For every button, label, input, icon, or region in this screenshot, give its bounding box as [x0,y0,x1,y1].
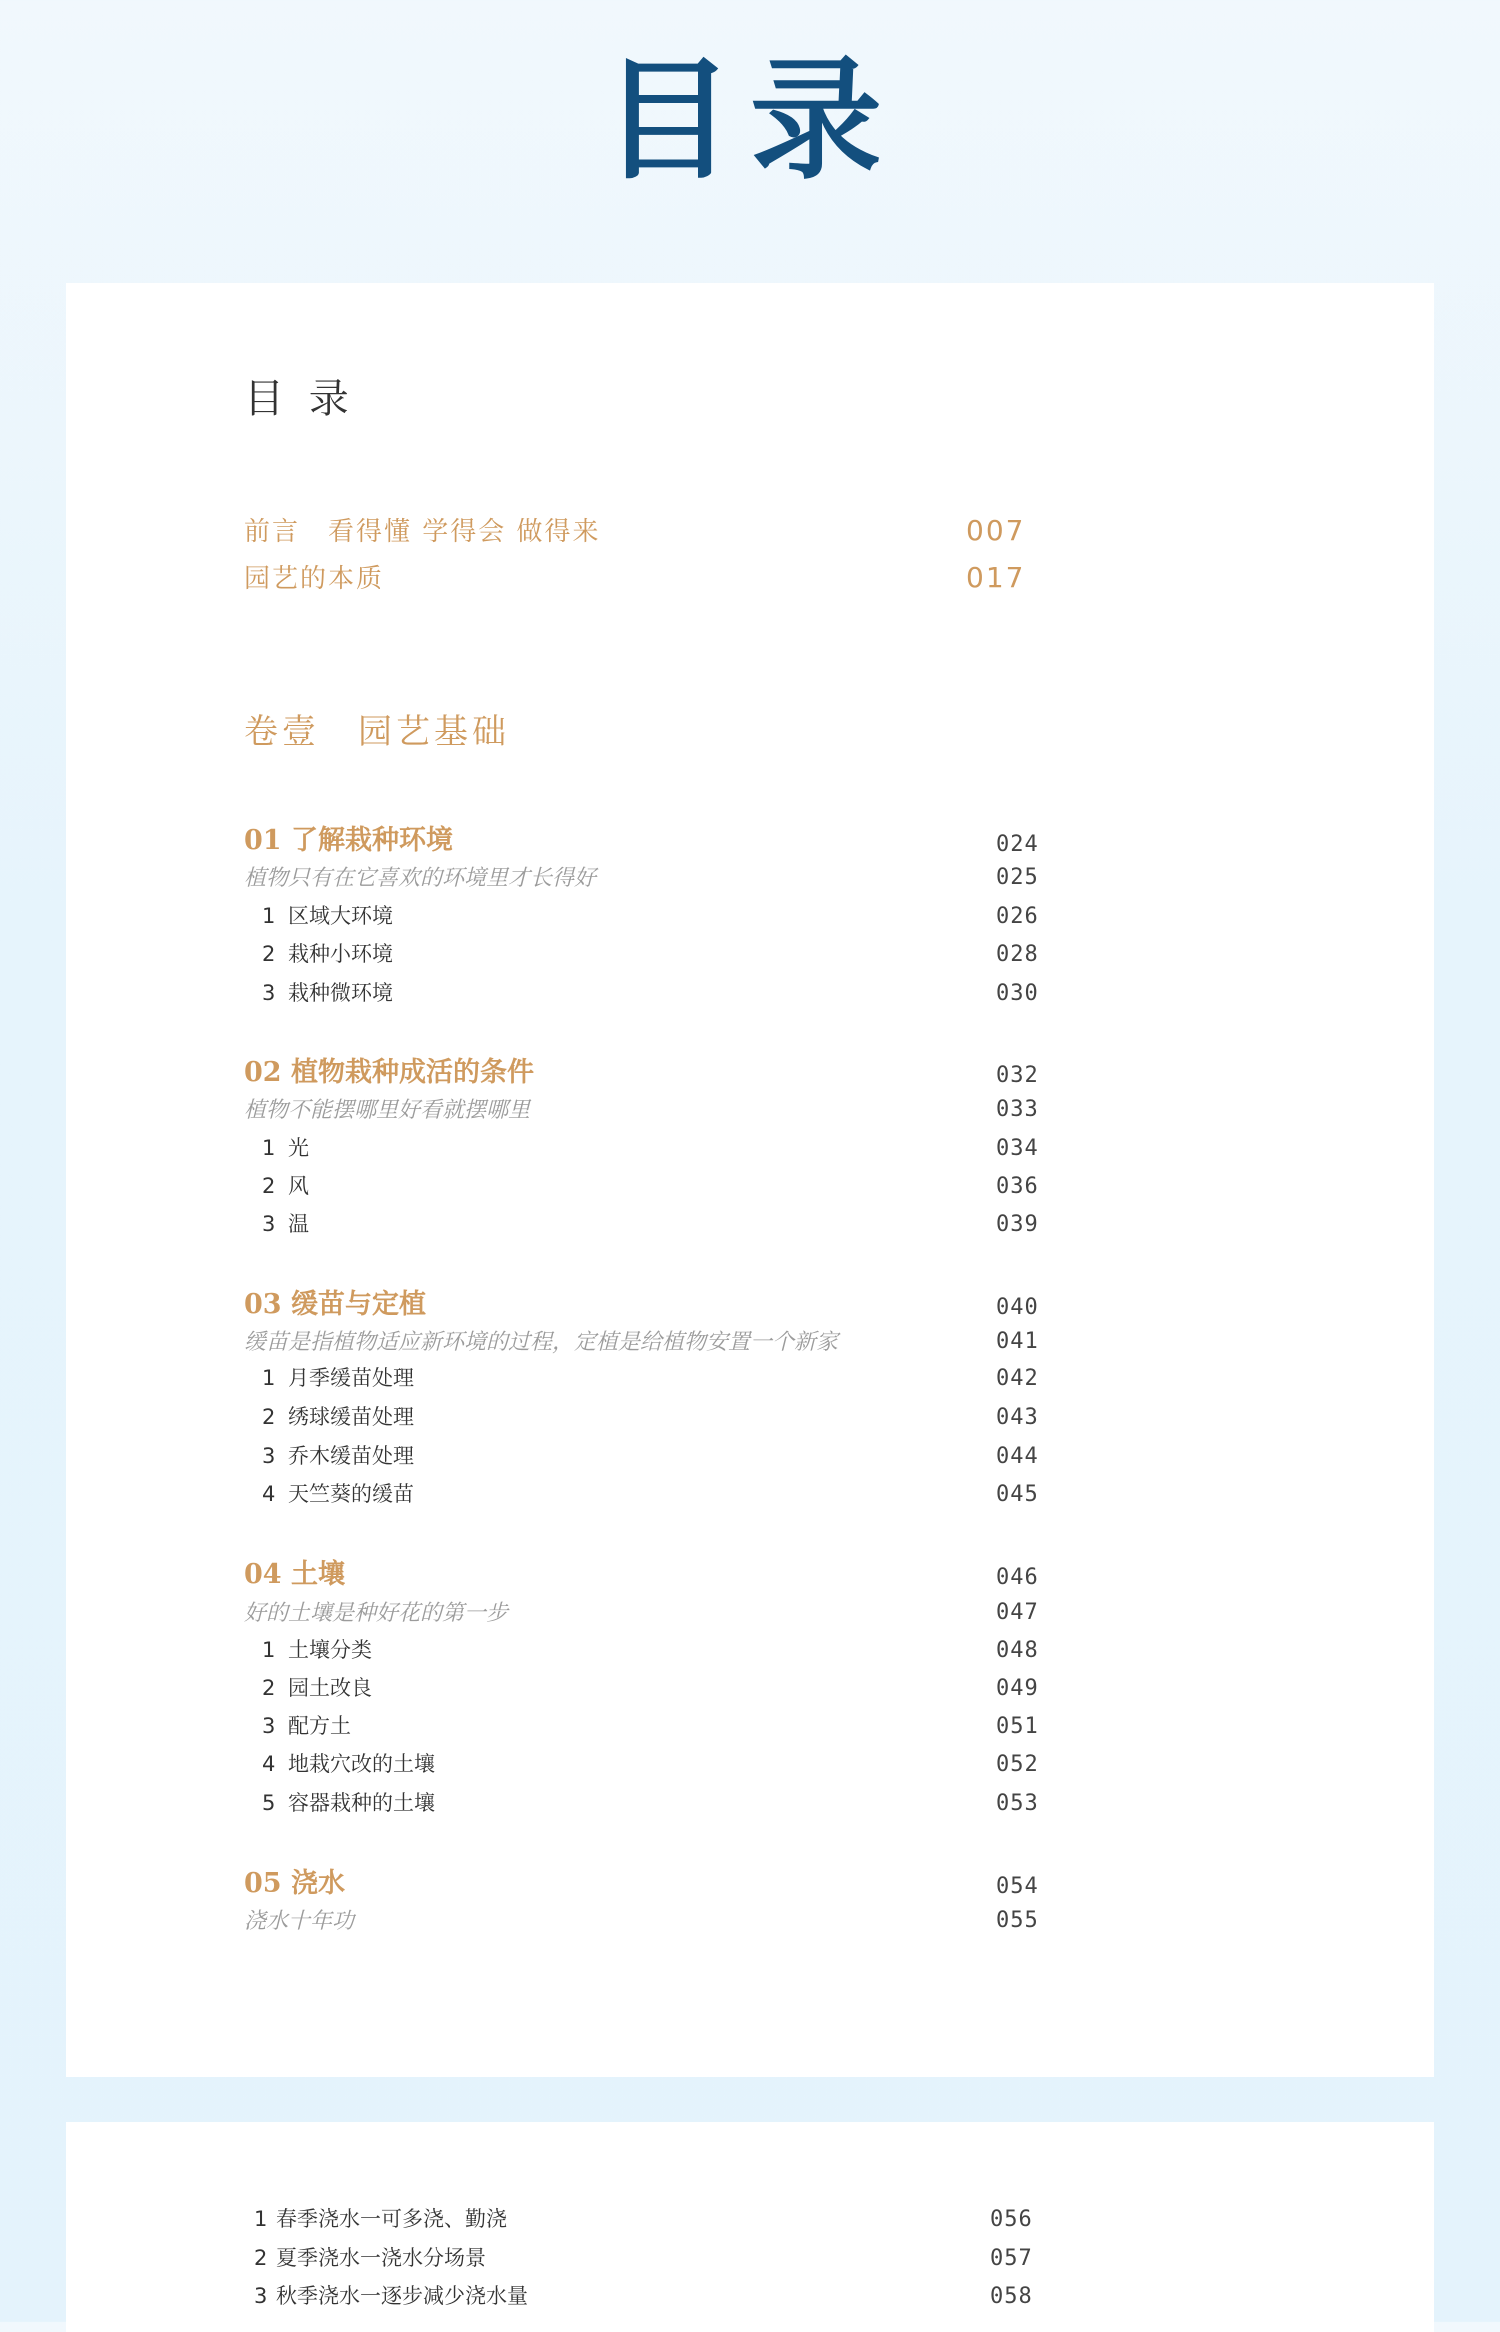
section-label: 秋季浇水一逐步减少浇水量 [276,2284,528,2308]
section-item[interactable] [262,1640,372,1661]
section-item[interactable] [262,1176,309,1197]
section-item[interactable] [262,1368,414,1389]
toc-heading: 目 录 [244,376,355,422]
section-label: 栽种小环境 [288,942,393,966]
chapter-subtitle: 好的土壤是种好花的第一步 [244,1601,509,1626]
page-number: 045 [996,1482,1039,1507]
section-number: 1 [262,904,276,928]
page-number: 041 [996,1329,1039,1354]
section-label: 绣球缓苗处理 [288,1405,414,1429]
section-item[interactable] [262,1678,372,1699]
section-item[interactable] [262,1214,309,1235]
page-number: 028 [996,942,1039,967]
page-number: 040 [996,1295,1039,1320]
section-number: 4 [262,1752,276,1776]
page-number: 051 [996,1714,1039,1739]
section-number: 2 [262,942,276,966]
section-item[interactable] [262,944,393,965]
section-number: 4 [262,1482,276,1506]
section-number: 3 [262,1714,276,1738]
chapter-title[interactable]: 03 缓苗与定植 [244,1289,426,1320]
banner-title: 目录 [602,43,898,198]
section-item[interactable] [262,1446,414,1467]
page-number: 039 [996,1212,1039,1237]
toc-page-continued [66,2122,1434,2332]
page-number: 049 [996,1676,1039,1701]
section-number: 3 [262,1444,276,1468]
section-item[interactable] [262,1793,435,1814]
chapter-subtitle: 缓苗是指植物适应新环境的过程，定植是给植物安置一个新家 [244,1330,839,1355]
page-number: 043 [996,1405,1039,1430]
section-item[interactable] [262,1754,435,1775]
page-number: 033 [996,1097,1039,1122]
section-number: 2 [262,1405,276,1429]
section-number: 1 [262,1366,276,1390]
section-label: 夏季浇水一浇水分场景 [276,2246,486,2270]
part-title: 卷壹 园艺基础 [244,712,510,752]
page-number: 054 [996,1874,1039,1899]
page-number: 048 [996,1638,1039,1663]
section-number: 3 [262,981,276,1005]
section-item[interactable] [262,1407,414,1428]
section-label: 乔木缓苗处理 [288,1444,414,1468]
section-label: 风 [288,1174,309,1198]
toc-page [66,283,1434,2077]
page-number: 026 [996,904,1039,929]
section-label: 栽种微环境 [288,981,393,1005]
page-number: 030 [996,981,1039,1006]
section-number: 3 [254,2284,268,2308]
chapter-subtitle: 浇水十年功 [244,1909,355,1934]
section-number: 2 [262,1174,276,1198]
chapter-title[interactable]: 01 了解栽种环境 [244,825,453,856]
page-number: 042 [996,1366,1039,1391]
section-item[interactable] [262,1484,414,1505]
page-number: 034 [996,1136,1039,1161]
chapter-title[interactable]: 02 植物栽种成活的条件 [244,1057,534,1088]
front-matter-page: 007 [966,514,1026,547]
page-number: 046 [996,1565,1039,1590]
page-number: 055 [996,1908,1039,1933]
section-label: 天竺葵的缓苗 [288,1482,414,1506]
section-label: 月季缓苗处理 [288,1366,414,1390]
chapter-subtitle: 植物不能摆哪里好看就摆哪里 [244,1098,531,1123]
section-item[interactable] [254,2248,486,2269]
page-number: 057 [990,2246,1033,2271]
section-item[interactable] [262,1138,309,1159]
page-number: 032 [996,1063,1039,1088]
section-label: 光 [288,1136,309,1160]
section-label: 容器栽种的土壤 [288,1791,435,1815]
front-matter-title[interactable]: 园艺的本质 [244,564,385,594]
page-number: 058 [990,2284,1033,2309]
section-item[interactable] [262,906,393,927]
page-number: 047 [996,1600,1039,1625]
section-label: 区域大环境 [288,904,393,928]
section-item[interactable] [254,2209,507,2230]
page-number: 053 [996,1791,1039,1816]
page-number: 036 [996,1174,1039,1199]
section-number: 2 [254,2246,268,2270]
section-number: 2 [262,1676,276,1700]
section-number: 5 [262,1791,276,1815]
page-number: 056 [990,2207,1033,2232]
section-number: 1 [262,1136,276,1160]
page-number: 044 [996,1444,1039,1469]
front-matter-title[interactable]: 前言 看得懂 学得会 做得来 [244,517,601,547]
section-item[interactable] [262,1716,351,1737]
section-label: 温 [288,1212,309,1236]
section-number: 1 [262,1638,276,1662]
page-number: 052 [996,1752,1039,1777]
section-label: 土壤分类 [288,1638,372,1662]
front-matter-page: 017 [966,561,1026,594]
section-label: 园土改良 [288,1676,372,1700]
page-number: 024 [996,832,1039,857]
section-item[interactable] [262,983,393,1004]
page-number: 025 [996,865,1039,890]
section-item[interactable] [254,2286,528,2307]
section-number: 1 [254,2207,268,2231]
section-number: 3 [262,1212,276,1236]
chapter-title[interactable]: 04 土壤 [244,1559,345,1590]
section-label: 地栽穴改的土壤 [288,1752,435,1776]
section-label: 配方土 [288,1714,351,1738]
chapter-subtitle: 植物只有在它喜欢的环境里才长得好 [244,866,597,891]
section-label: 春季浇水一可多浇、勤浇 [276,2207,507,2231]
chapter-title[interactable]: 05 浇水 [244,1868,345,1899]
